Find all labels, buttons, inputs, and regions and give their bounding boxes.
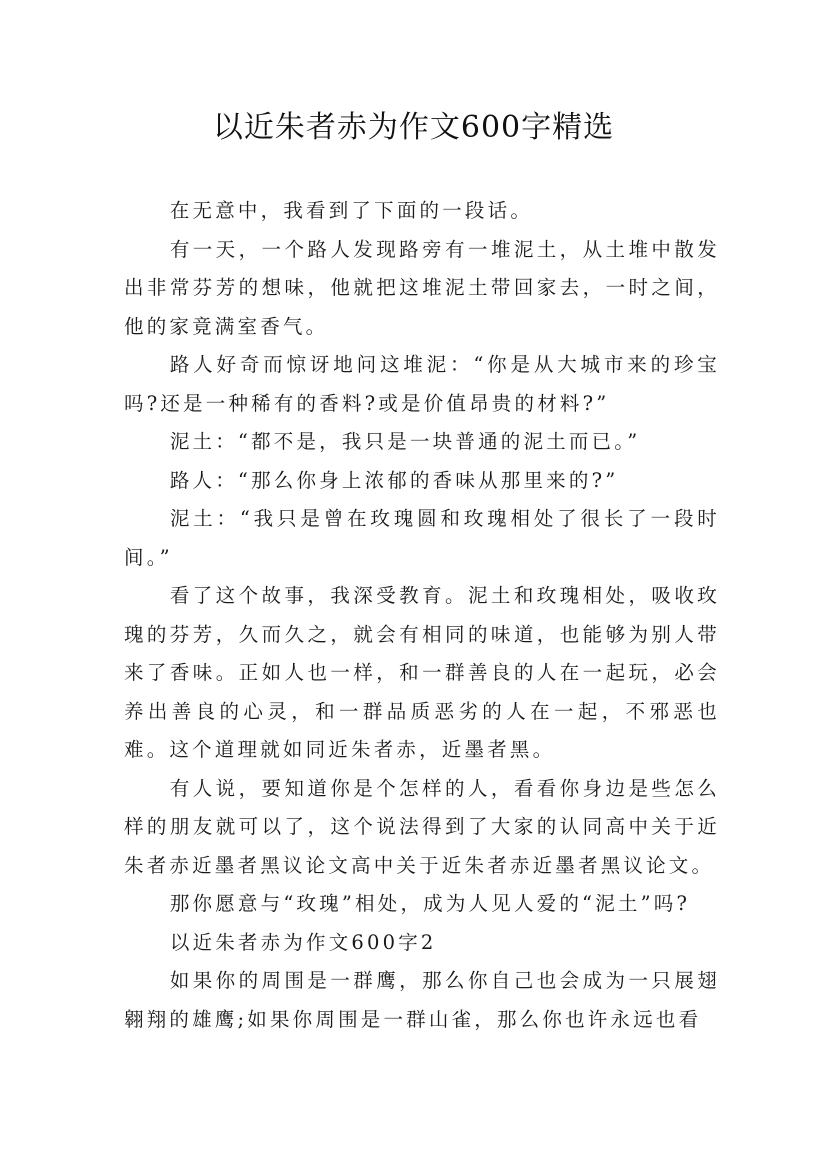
section-heading: 以近朱者赤为作文600字2 bbox=[169, 930, 437, 954]
paragraph: 那你愿意与“玫瑰”相处，成为人见人爱的“泥土”吗? bbox=[169, 892, 691, 915]
paragraph: 在无意中，我看到了下面的一段话。 bbox=[169, 199, 534, 222]
paragraph: 看了这个故事，我深受教育。泥土和玫瑰相处，吸收玫瑰的芬芳，久而久之，就会有相同的味道，也能够为别人带来了香味。正如人也一样，和一群善良的人在一起玩，必会养出善良的心灵，和一群品质恶劣的人在一起，不邪恶也难。这个道理就如同近朱者赤，近墨者黑。 bbox=[124, 584, 720, 761]
paragraph: 有一天，一个路人发现路旁有一堆泥土，从土堆中散发出非常芬芳的想味，他就把这堆泥土带回家去，一时之间，他的家竟满室香气。 bbox=[124, 237, 720, 338]
paragraph: 有人说，要知道你是个怎样的人，看看你身边是些怎么样的朋友就可以了，这个说法得到了大家的认同高中关于近朱者赤近墨者黑议论文高中关于近朱者赤近墨者黑议论文。 bbox=[124, 776, 720, 877]
paragraph: 泥土：“都不是，我只是一块普通的泥土而已。” bbox=[169, 430, 641, 453]
paragraph: 路人好奇而惊讶地问这堆泥：“你是从大城市来的珍宝吗?还是一种稀有的香料?或是价值昂贵的材料?” bbox=[124, 353, 720, 415]
paragraph: 泥土：“我只是曾在玫瑰圆和玫瑰相处了很长了一段时间。” bbox=[124, 507, 720, 569]
paragraph: 如果你的周围是一群鹰，那么你自己也会成为一只展翅翱翔的雄鹰;如果你周围是一群山雀，那么你也许永远也看 bbox=[124, 969, 720, 1031]
document-body bbox=[124, 192, 720, 1039]
paragraph: 路人：“那么你身上浓郁的香味从那里来的?” bbox=[169, 468, 619, 492]
document-title: 以近朱者赤为作文600字精选 bbox=[212, 110, 615, 145]
